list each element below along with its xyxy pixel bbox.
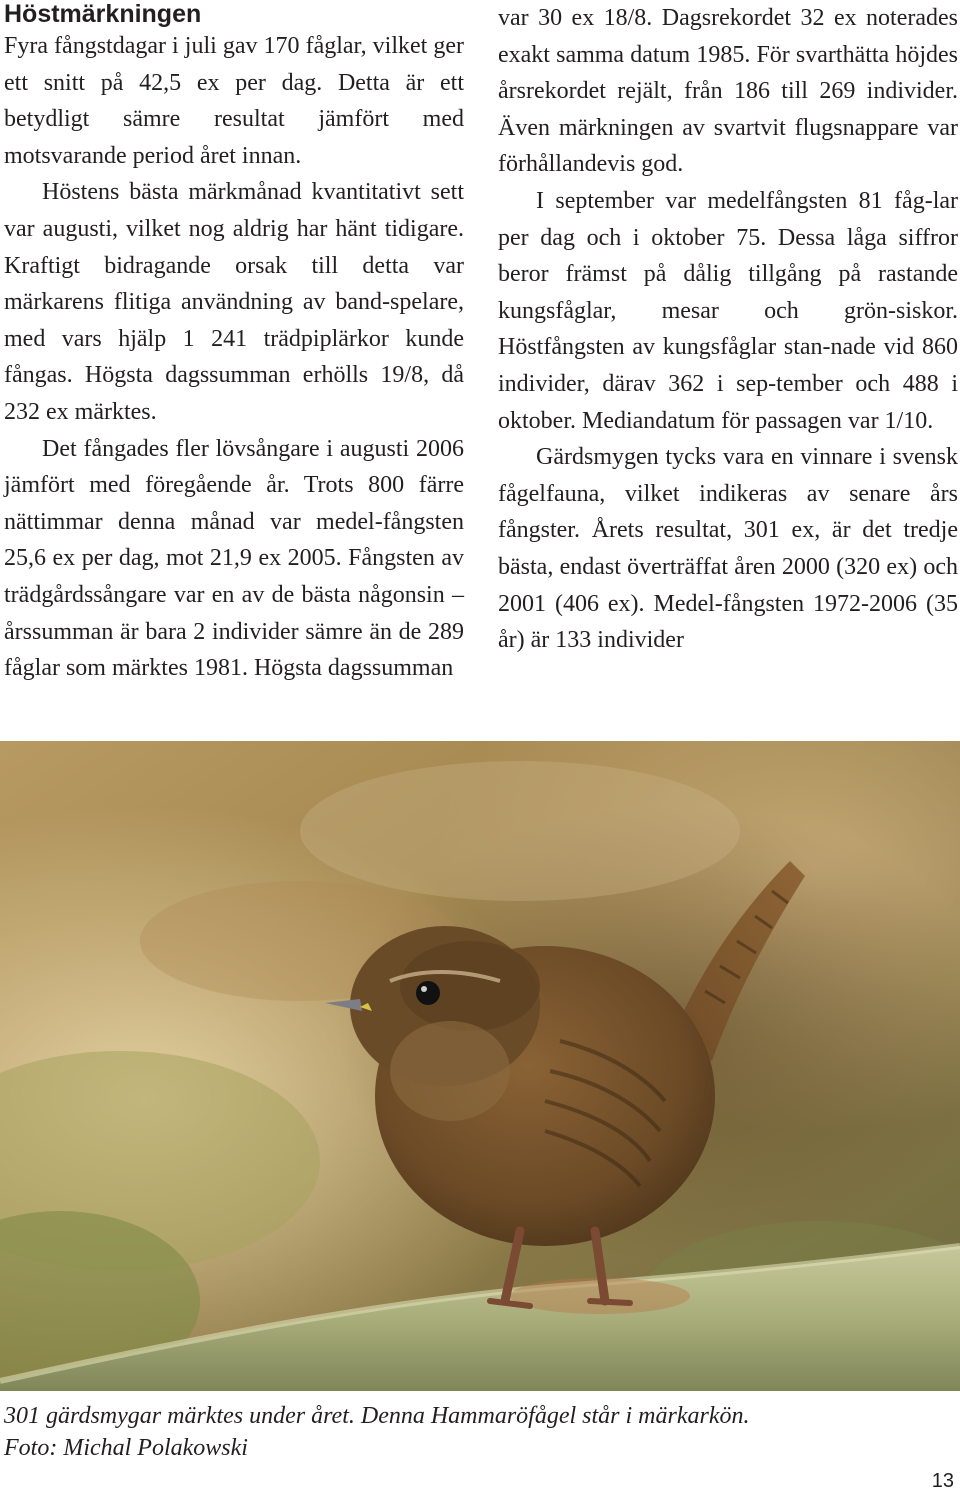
paragraph: Det fångades fler lövsångare i augusti 2006 jämfört med föregående år. Trots 800 färre nättimmar denna månad var medel-fångsten 25,6 ex per dag, mot 21,9 ex 2005. Fångsten av trädgårdssångare var en av de bästa någonsin – årssumman är bara 2 individer sämre än de 289 fåglar som märktes 1981. Högsta dagssumman	[4, 435, 464, 682]
paragraph: Fyra fångstdagar i juli gav 170 fåglar, vilket ger ett snitt på 42,5 ex per dag. Detta är ett betydligt sämre resultat jämfört med motsvarande period året innan.	[4, 33, 464, 169]
paragraph: var 30 ex 18/8. Dagsrekordet 32 ex noterades exakt samma datum 1985. För svarthätta höjdes årsrekordet rejält, från 186 till 269 individer. Även märkningen av svartvit flugsnappare var förhållandevis god.	[498, 5, 958, 178]
wren-photo	[0, 741, 960, 1391]
photo-caption	[4, 1400, 954, 1464]
photo-credit: Foto: Michal Polakowski	[4, 1435, 248, 1461]
right-column	[498, 0, 958, 659]
paragraph: I september var medelfångsten 81 fåg-lar per dag och i oktober 75. Dessa låga siffror beror främst på dålig tillgång på rastande kungsfåglar, mesar och grön-siskor. Höstfångsten av kungsfåglar stan-nade vid 860 individer, därav 362 i sep-tember och 488 i oktober. Mediandatum för passagen var 1/10.	[498, 187, 958, 434]
paragraph: Höstens bästa märkmånad kvantitativt sett var augusti, vilket nog aldrig har hänt tidigare. Kraftigt bidragande orsak till detta var märkarens flitiga användning av band-spelare, med vars hjälp 1 241 trädpiplärkor kunde fångas. Högsta dagssumman erhölls 19/8, då 232 ex märktes.	[4, 179, 464, 425]
article-heading: Höstmärkningen	[4, 0, 202, 28]
left-column	[4, 0, 464, 687]
page-number: 13	[931, 1470, 954, 1492]
paragraph: Gärdsmygen tycks vara en vinnare i svensk fågelfauna, vilket indikeras av senare års fångster. Årets resultat, 301 ex, är det tredje bästa, endast överträffat åren 2000 (320 ex) och 2001 (406 ex). Medel-fångsten 1972-2006 (35 år) är 133 individer	[498, 444, 958, 654]
caption-text: 301 gärdsmygar märktes under året. Denna Hammaröfågel står i märkarkön.	[4, 1403, 750, 1429]
